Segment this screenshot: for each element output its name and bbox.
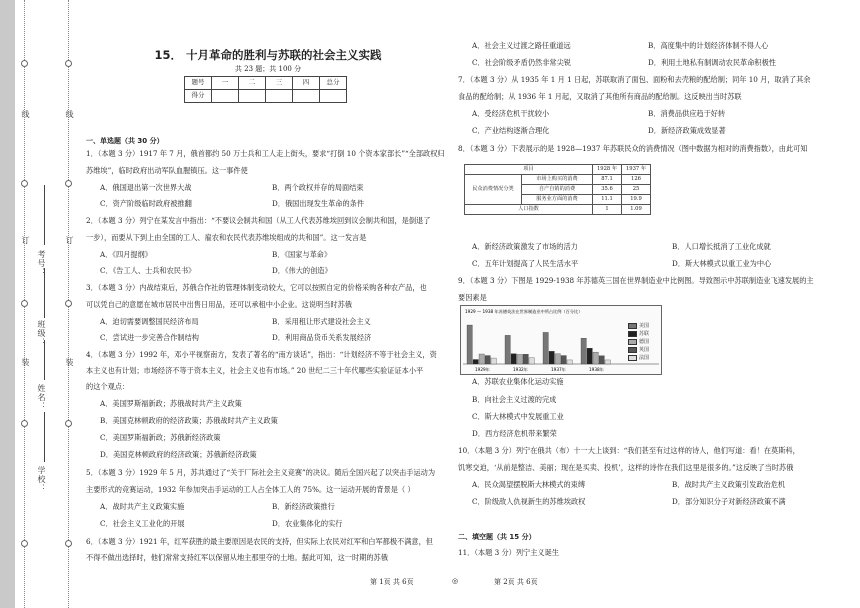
chart-bar	[549, 351, 554, 364]
legend-item	[628, 322, 649, 330]
binding-hole	[65, 60, 72, 67]
table-header: 1928 年	[593, 165, 622, 175]
q5-option-d[interactable]: D．农业集体化的实行	[272, 519, 343, 528]
q5-option-c[interactable]: C．社会主义工业化的开展	[100, 519, 185, 528]
legend-swatch	[628, 339, 637, 345]
table-header: 1937 年	[622, 165, 651, 175]
label-kaohao: 考号：	[37, 250, 46, 277]
q3-option-a[interactable]: A．迫切需要调整国民经济布局	[100, 317, 199, 326]
mark-xian-inner: 线	[65, 110, 74, 119]
q10-stem-line: 10．（本题 3 分）列宁在俄共（布）十一大上谈到：“我们甚至有过这样的诗人，他们写道：看！在莫斯科，	[458, 446, 800, 455]
q7-option-b[interactable]: B．消费品供应趋于好转	[648, 109, 726, 118]
q9-option-c[interactable]: C．斯大林模式中发展重工业	[472, 412, 564, 421]
q1-option-d[interactable]: D．俄国出现发生革命的条件	[272, 199, 365, 208]
legend-label: 英国	[639, 347, 650, 353]
blank-line-xuexiao	[44, 412, 45, 462]
chart-legend	[628, 322, 649, 362]
chart-bar	[485, 356, 490, 364]
table-header: 项目	[465, 165, 593, 175]
score-cell[interactable]	[266, 90, 293, 103]
chart-bar	[467, 325, 472, 364]
score-header: 三	[266, 77, 293, 90]
q9-option-a[interactable]: A．苏联农业集体化运动实施	[472, 377, 564, 386]
q1-option-c[interactable]: C．资产阶级临时政府被推翻	[100, 199, 192, 208]
chart-bar	[605, 360, 610, 364]
page-subtitle: 共 23 题；共 100 分	[234, 65, 302, 73]
q2-option-d[interactable]: D．《伟大的创造》	[272, 266, 332, 275]
q1-option-a[interactable]: A．俄国退出第一次世界大战	[100, 183, 192, 192]
chart-bar	[581, 338, 586, 364]
q8-stem-line: 8．（本题 3 分）下表展示的是 1928—1937 年苏联民众的消费情况（图中数据为相对的消费指数），由此可知	[458, 144, 808, 153]
chart-bar	[587, 348, 592, 364]
table-cell: 87.1	[593, 175, 622, 185]
chart-bar	[491, 358, 496, 364]
label-banji: 班级：	[37, 320, 46, 347]
table-cell: 1	[593, 205, 622, 215]
chart-bar	[561, 356, 566, 364]
q8-option-b[interactable]: B．人口增长抵消了工业化成就	[672, 242, 771, 251]
legend-item	[628, 330, 649, 338]
section-heading-fill-blank: 二、填空题（共 15 分）	[458, 533, 536, 541]
legend-swatch	[628, 347, 637, 353]
score-header: 题号	[185, 77, 212, 90]
legend-item	[628, 346, 649, 354]
q4-option-d[interactable]: D．美国克林顿政府的经济政策；苏俄新经济政策	[100, 450, 257, 459]
q1-stem-line: 苏维埃”，临时政府出动军队血腥镇压。这一事件使	[86, 166, 248, 175]
q5-option-b[interactable]: B．新经济政策推行	[272, 502, 335, 511]
chart-x-tick-label: 1929年	[475, 367, 490, 372]
chart-bar	[473, 360, 478, 365]
score-cell[interactable]	[293, 90, 320, 103]
q9-stem-line: 9．（本题 3 分）下图是 1929-1938 年苏德英三国在世界制造业中比例图。导致图示中苏联制造业飞速发展的主	[458, 276, 814, 285]
binding-hole	[21, 300, 28, 307]
q6-option-d[interactable]: D．利用土地私有制调动农民革命积极性	[648, 58, 776, 67]
q7-option-d[interactable]: D．新经济政策成效显著	[648, 126, 726, 135]
chart-x-tick-label: 1938年	[589, 367, 604, 372]
q5-stem-line: 主要形式的竞赛运动，1932 年参加突击手运动的工人占全体工人的 75%。这一运动开展的背景是（ ）	[86, 485, 415, 494]
chart-bar	[529, 358, 534, 364]
q2-option-c[interactable]: C．《告工人、士兵和农民书》	[100, 266, 196, 275]
q6-stem-line: 不得不做出选择时，他们常常支持红军以保留从地主那里夺的土地。据此可知，这一时期的苏俄	[86, 553, 388, 562]
chart-bar	[517, 354, 522, 364]
score-table	[184, 76, 347, 103]
label-xingming: 姓名：	[37, 384, 46, 411]
chart-bar	[511, 354, 516, 364]
mark-xian-outer: 线	[21, 110, 30, 119]
q3-option-c[interactable]: C．尝试进一步完善合作制结构	[100, 333, 199, 342]
score-header: 总分	[320, 77, 347, 90]
chart-bar	[555, 354, 560, 364]
table-cell: 人口指数	[465, 205, 593, 215]
q4-stem-line: 4．（本题 3 分）1992 年，邓小平视察南方，发表了著名的“南方谈话”，指出：“计划经济不等于社会主义，资	[86, 350, 437, 359]
q7-stem-line: 7．（本题 3 分）从 1935 年 1 月 1 日起，苏联取消了面包、面粉和去壳粮的配给制；同年 10 月，取消了其余	[458, 75, 811, 84]
q1-option-b[interactable]: B．两个政权并存的局面结束	[272, 183, 364, 192]
chart-bar	[543, 332, 548, 364]
table-cell: 35.6	[593, 185, 622, 195]
label-xuexiao: 学校：	[37, 466, 46, 493]
q6-option-b[interactable]: B．高度集中的计划经济体制不得人心	[648, 41, 769, 50]
q4-option-c[interactable]: C．美国罗斯福新政；苏俄新经济政策	[100, 433, 221, 442]
binding-margin	[0, 0, 78, 608]
score-cell[interactable]	[212, 90, 239, 103]
q4-stem-line: 本主义也有计划；市场经济不等于资本主义，社会主义也有市场。” 20 世纪二三十年代哪些实验证证本小平	[86, 366, 424, 375]
score-header: 二	[239, 77, 266, 90]
binding-hole	[65, 540, 72, 547]
table-cell: 自产自销的消费	[522, 185, 593, 195]
table-cell: 126	[622, 175, 651, 185]
table-cell: 市场上购买的消费	[522, 175, 593, 185]
chart-bar	[505, 335, 510, 364]
page-number-left: 第 1页 共 6页	[370, 578, 414, 586]
q10-option-a[interactable]: A．民众渴望摆脱斯大林模式的束缚	[472, 480, 586, 489]
chart-bar	[567, 360, 572, 364]
score-cell[interactable]	[320, 90, 347, 103]
legend-swatch	[628, 331, 637, 337]
legend-label: 苏联	[639, 331, 650, 337]
legend-item	[628, 354, 649, 362]
chart-title: 1929 — 1938 年苏德英法在世界制造业中所占比例（百分比）	[465, 309, 583, 314]
binding-hole	[21, 540, 28, 547]
mark-zhuang-outer: 装	[21, 358, 30, 367]
q1-stem-line: 1．（本题 3 分）1917 年 7 月，俄首都约 50 万士兵和工人走上街头，要求“打倒 10 个资本家部长”“全部政权归	[86, 149, 445, 158]
q5-option-a[interactable]: A．战时共产主义政策实施	[100, 502, 185, 511]
mark-ding-outer: 订	[21, 236, 30, 245]
q6-stem-line: 6．（本题 3 分）1921 年，红军获胜的最主要原因是农民的支持，但实际上农民对红军和白军都极不满意，但	[86, 537, 433, 546]
chart-bar	[593, 352, 598, 364]
q3-option-b[interactable]: B．采用租让形式建设社会主义	[272, 317, 371, 326]
page-number-right: 第 2页 共 6页	[494, 578, 538, 586]
score-header: 一	[212, 77, 239, 90]
q3-stem-line: 3．（本题 3 分）内战结束后，苏俄合作社的管理体制变动较大，它可以按照自定的价格采购各种农产品，也	[86, 283, 427, 292]
q7-option-a[interactable]: A．受经济危机干扰较小	[472, 109, 550, 118]
q4-option-a[interactable]: A．美国罗斯福新政；苏俄战时共产主义政策	[100, 399, 242, 408]
section-heading-single-choice: 一、单选题（共 30 分）	[86, 137, 164, 145]
q10-option-b[interactable]: B．战时共产主义政策引发政治危机	[672, 480, 786, 489]
page-center-mark: ◎	[452, 577, 459, 585]
q9-stem-line: 要因素是	[458, 293, 487, 302]
q10-option-c[interactable]: C．阶级敌人仇视新生的苏维埃政权	[472, 497, 586, 506]
binding-hole	[21, 420, 28, 427]
chart-bar	[523, 354, 528, 364]
q7-option-c[interactable]: C．产业结构逐渐合理化	[472, 126, 550, 135]
page-title: 15． 十月革命的胜利与苏联的社会主义实践	[154, 48, 382, 62]
table-cell: 25	[622, 185, 651, 195]
q4-stem-line: 的这个观点：	[86, 382, 130, 391]
q2-option-a[interactable]: A．《四月提纲》	[100, 250, 152, 259]
q6-option-c[interactable]: C．社会阶级矛盾仍然非常尖锐	[472, 58, 571, 67]
binding-hole	[21, 180, 28, 187]
q2-stem-line: 2．（本题 3 分）列宁在某发言中指出：“不要议会制共和国（从工人代表苏维埃回到议会制共和国，是倒退了	[86, 216, 431, 225]
chart-x-tick-label: 1937年	[551, 367, 566, 372]
binding-gray-strip	[0, 0, 15, 608]
q4-option-b[interactable]: B．美国克林顿政府的经济政策；苏俄战时共产主义政策	[100, 416, 278, 425]
table-cell: 11.1	[593, 195, 622, 205]
q3-stem-line: 可以凭自己的意愿在城市居民中出售日用品，还可以承租中小企业。这说明当时苏俄	[86, 300, 352, 309]
table-cell: 1.09	[622, 205, 651, 215]
chart-x-tick-label: 1932年	[513, 367, 528, 372]
mark-zhuang-inner: 装	[65, 358, 74, 367]
q10-stem-line: 饥寒交迫，‘从前是整洁、美丽；现在是买卖、投机’，这样的诗作在我们这里是很多的。”这反映了当时苏俄	[458, 463, 794, 472]
legend-label: 美国	[639, 323, 650, 329]
table-cell: 服务业方面的消费	[522, 195, 593, 205]
q3-option-d[interactable]: D．利用商品货币关系发展经济	[272, 333, 372, 342]
q2-option-b[interactable]: B．《国家与革命》	[272, 250, 332, 259]
q8-option-d[interactable]: D．斯大林模式以重工业为中心	[672, 259, 772, 268]
q11-stem-line: 11．（本题 3 分）列宁主义诞生	[458, 548, 559, 557]
table-cell: 19.9	[622, 195, 651, 205]
chart-bar	[479, 354, 484, 364]
legend-label: 德国	[639, 339, 650, 345]
q2-stem-line: 一步），而要从下到上由全国的工人、雇农和农民代表苏维埃组成的共和国”。这一发言是	[86, 233, 367, 242]
binding-hole	[65, 420, 72, 427]
legend-item	[628, 338, 649, 346]
q9-option-d[interactable]: D．西方经济危机带来繁荣	[472, 429, 557, 438]
chart-bar	[599, 356, 604, 364]
q8-option-a[interactable]: A．新经济政策激发了市场的活力	[472, 242, 578, 251]
q8-consumption-table	[464, 164, 651, 215]
binding-hole	[65, 180, 72, 187]
score-header: 四	[293, 77, 320, 90]
q8-option-c[interactable]: C．五年计划提高了人民生活水平	[472, 259, 579, 268]
q5-stem-line: 5．（本题 3 分）1929 年 5 月，苏共通过了“关于厂际社会主义竞赛”的决议。随后全国兴起了以突击手运动为	[86, 468, 436, 477]
score-cell[interactable]	[239, 90, 266, 103]
legend-swatch	[628, 323, 637, 329]
legend-swatch	[628, 355, 637, 361]
binding-hole	[65, 300, 72, 307]
mark-ding-inner: 订	[65, 236, 74, 245]
binding-hole	[21, 60, 28, 67]
score-row-label: 得分	[185, 90, 212, 103]
q7-stem-line: 食品的配给制；从 1936 年 1 月起，又取消了其他所有商品的配给制。这反映出当时苏联	[458, 92, 742, 101]
table-group-label: 民众消费情况分类	[465, 175, 522, 205]
legend-label: 法国	[639, 355, 650, 361]
q10-option-d[interactable]: D．部分知识分子对新经济政策不满	[672, 497, 786, 506]
q6-option-a[interactable]: A．社会主义过渡之路任重道远	[472, 41, 571, 50]
q9-option-b[interactable]: B．向社会主义过渡的完成	[472, 395, 557, 404]
blank-line-kaohao	[44, 185, 45, 245]
